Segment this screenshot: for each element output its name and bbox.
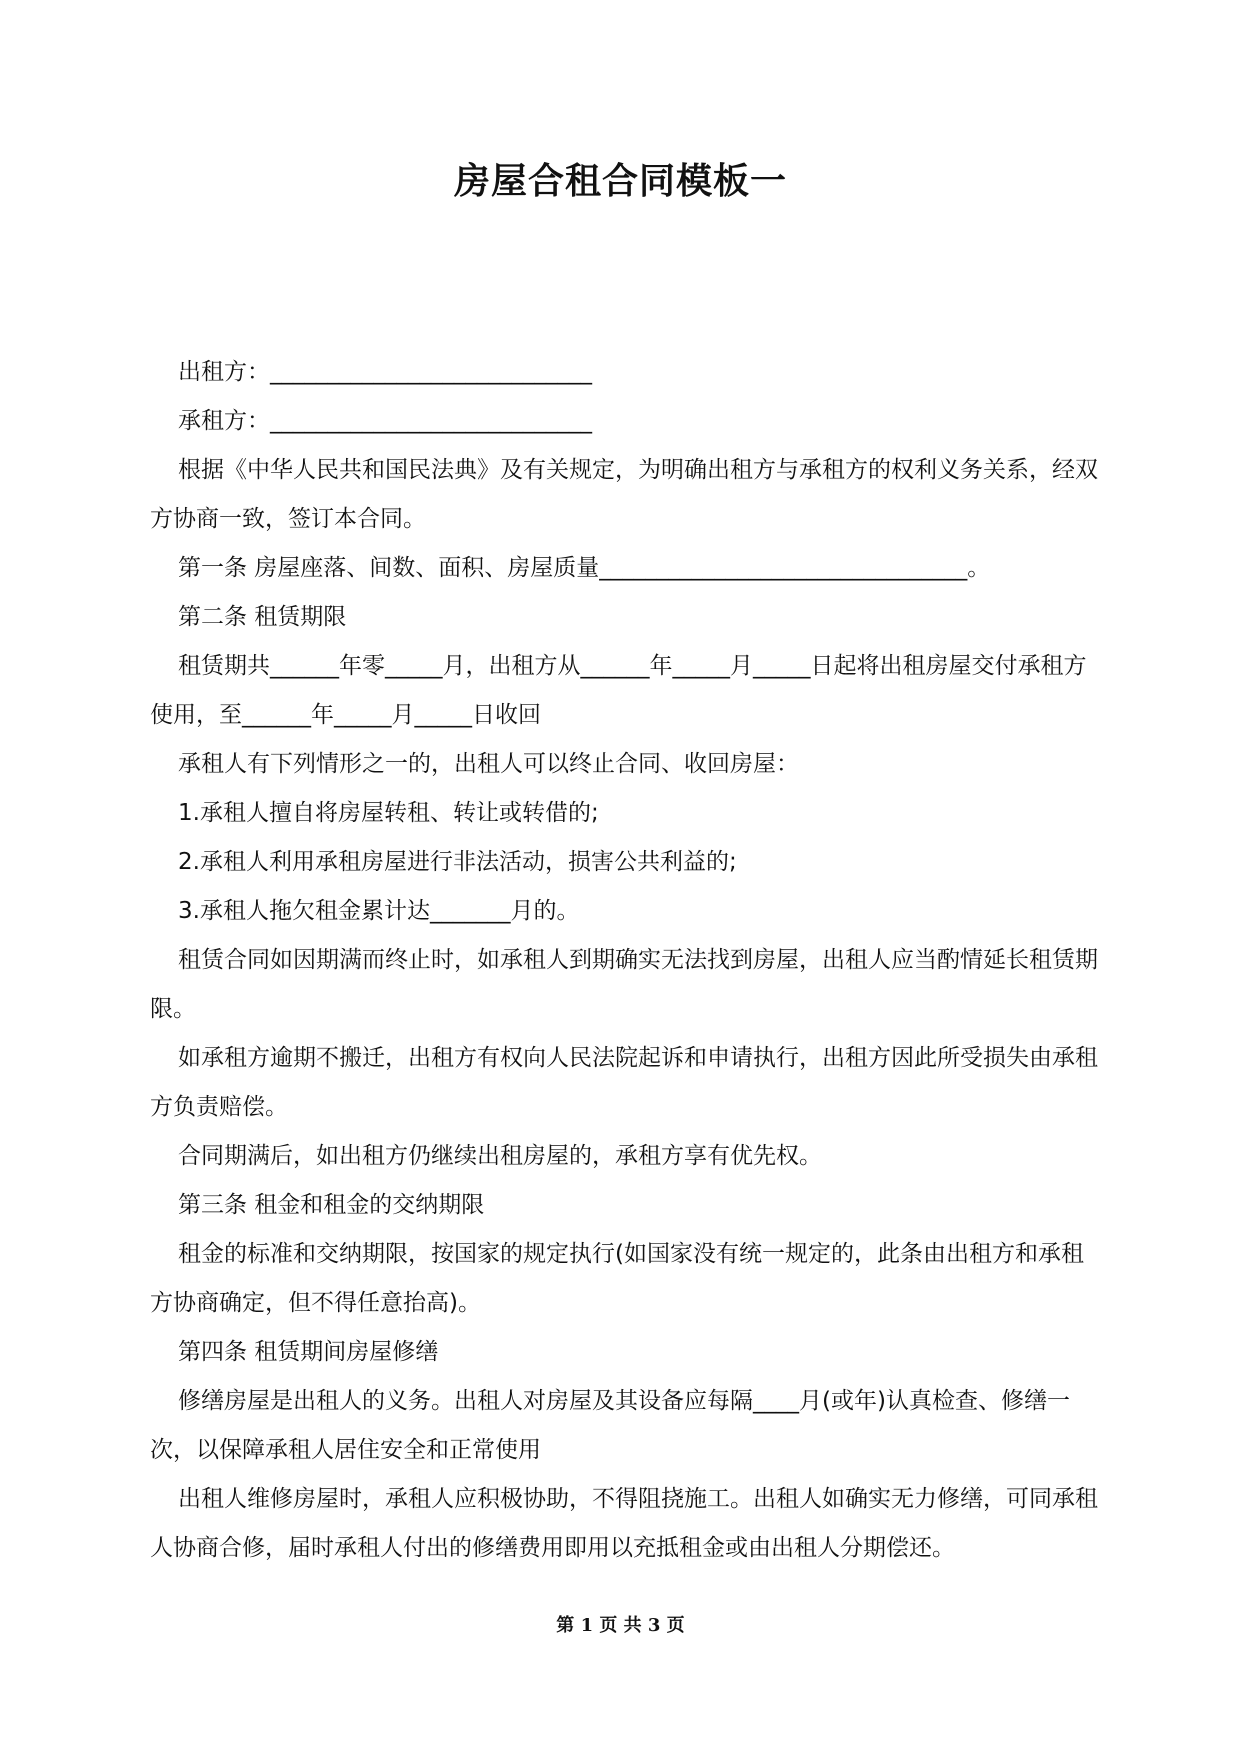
paragraph-termination-item-1: 1.承租人擅自将房屋转租、转让或转借的; <box>178 800 599 826</box>
paragraph-overdue: 如承租方逾期不搬迁，出租方有权向人民法院起诉和申请执行，出租方因此所受损失由承租方负责赔偿。 <box>150 1045 1098 1120</box>
paragraph-termination-intro: 承租人有下列情形之一的，出租人可以终止合同、收回房屋： <box>178 751 799 777</box>
paragraph-termination-item-2: 2.承租人利用承租房屋进行非法活动，损害公共利益的; <box>178 849 737 875</box>
paragraph-lessee: 承租方：____________________________ <box>178 408 592 434</box>
paragraph-article-2-heading: 第二条 租赁期限 <box>178 604 347 630</box>
paragraph-rent-terms: 租金的标准和交纳期限，按国家的规定执行(如国家没有统一规定的，此条由出租方和承租方协商确定，但不得任意抬高)。 <box>150 1241 1084 1316</box>
paragraph-termination-item-3: 3.承租人拖欠租金累计达_______月的。 <box>178 898 580 924</box>
paragraph-repair-duty: 修缮房屋是出租人的义务。出租人对房屋及其设备应每隔____月(或年)认真检查、修缮一次，以保障承租人居住安全和正常使用 <box>150 1388 1070 1463</box>
paragraph-lease-term: 租赁期共______年零_____月，出租方从______年_____月_____日起将出租房屋交付承租方使用，至______年_____月_____日收回 <box>150 653 1087 728</box>
document-body <box>150 348 1100 1573</box>
paragraph-lessor: 出租方：____________________________ <box>178 359 592 385</box>
paragraph-repair-cooperation: 出租人维修房屋时，承租人应积极协助，不得阻挠施工。出租人如确实无力修缮，可同承租人协商合修，届时承租人付出的修缮费用即用以充抵租金或由出租人分期偿还。 <box>150 1486 1098 1561</box>
paragraph-article-1: 第一条 房屋座落、间数、面积、房屋质量________________________________。 <box>178 555 991 581</box>
paragraph-preamble: 根据《中华人民共和国民法典》及有关规定，为明确出租方与承租方的权利义务关系，经双方协商一致，签订本合同。 <box>150 457 1098 532</box>
document-title: 房屋合租合同模板一 <box>453 161 787 202</box>
paragraph-article-3-heading: 第三条 租金和租金的交纳期限 <box>178 1192 485 1218</box>
paragraph-extension: 租赁合同如因期满而终止时，如承租人到期确实无法找到房屋，出租人应当酌情延长租赁期限。 <box>150 947 1098 1022</box>
paragraph-article-4-heading: 第四条 租赁期间房屋修缮 <box>178 1339 439 1365</box>
page-footer: 第 1 页 共 3 页 <box>556 1615 685 1636</box>
paragraph-priority: 合同期满后，如出租方仍继续出租房屋的，承租方享有优先权。 <box>178 1143 822 1169</box>
